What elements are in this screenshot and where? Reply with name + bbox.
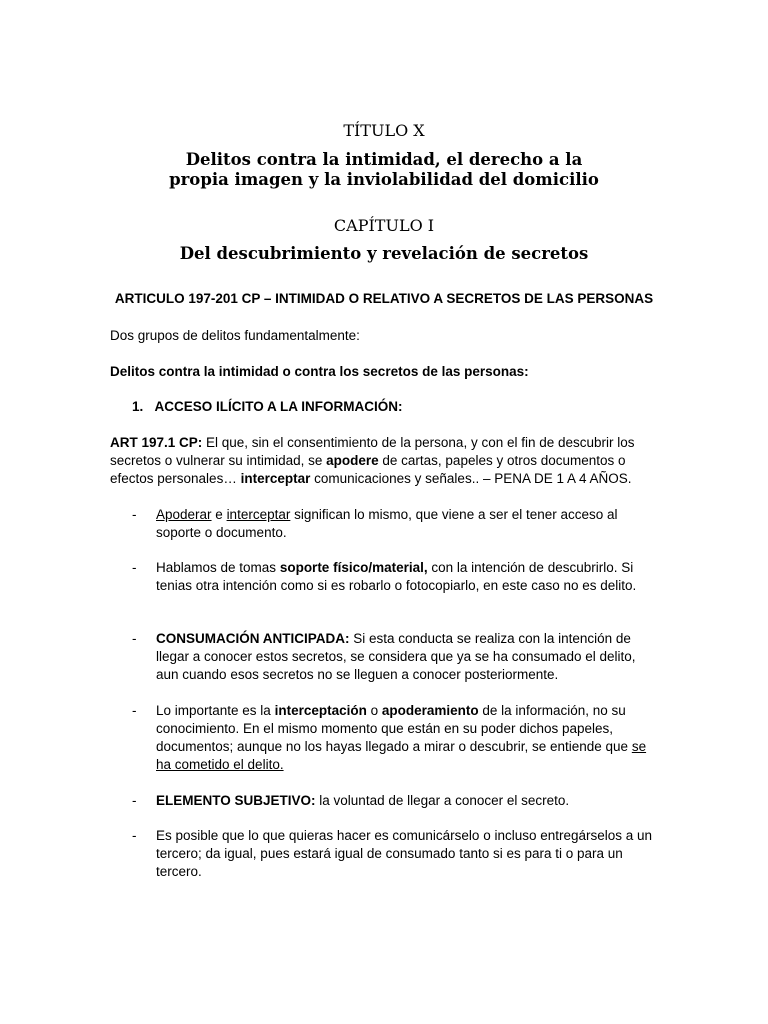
- bold-term: soporte físico/material,: [279, 560, 428, 575]
- article-paragraph: [110, 434, 655, 488]
- bullet-text: [156, 792, 656, 810]
- article-bold-apodere: apodere: [326, 453, 379, 468]
- chapter-subheading: Del descubrimiento y revelación de secretos: [179, 244, 589, 263]
- bullet-text-run: Si esta conducta se realiza con la intención de llegar a conocer estos secretos, se considera que ya se ha consumado el delito, aun cuando esos secretos no se lleguen a conocer posteriormente.: [156, 631, 636, 682]
- intro-paragraph: Dos grupos de delitos fundamentalmente:: [110, 328, 360, 343]
- bullet-dash: -: [132, 631, 137, 646]
- bold-term: CONSUMACIÓN ANTICIPADA:: [156, 631, 350, 646]
- title-subheading-line-2: propia imagen y la inviolabilidad del domicilio: [169, 170, 599, 189]
- article-heading: ARTICULO 197-201 CP – INTIMIDAD O RELATIVO A SECRETOS DE LAS PERSONAS: [114, 291, 654, 306]
- bullet-text: [156, 559, 656, 595]
- bullet-text: [156, 827, 656, 881]
- bullet-text-run: significan lo mismo, que viene a ser el tener acceso al soporte o documento.: [156, 507, 618, 540]
- title-subheading: [0, 150, 768, 190]
- bullet-dash: -: [132, 793, 137, 808]
- bullet-text-run: Hablamos de tomas: [156, 560, 280, 575]
- bullet-text-run: o: [366, 703, 382, 718]
- bullet-text-run: e: [211, 507, 227, 522]
- bullet-dash: -: [132, 828, 137, 843]
- numbered-item-label: ACCESO ILÍCITO A LA INFORMACIÓN:: [154, 399, 403, 414]
- bullet-dash: -: [132, 703, 137, 718]
- bullet-text-run: Lo importante es la: [156, 703, 275, 718]
- article-text-1: El que, sin el consentimiento de la persona, y con el fin de descubrir los secretos o vulnerar su intimidad, se: [110, 435, 635, 468]
- numbered-item-number: 1.: [132, 399, 144, 414]
- bullet-text: [156, 702, 656, 774]
- bold-term: apoderamiento: [381, 703, 479, 718]
- bullet-text-run: Es posible que lo que quieras hacer es comunicárselo o incluso entregárselos a un tercero; da igual, pues estará igual de consumado tanto si es para ti o para un tercero.: [156, 828, 653, 879]
- article-text-3: comunicaciones y señales.. – PENA DE 1 A 4 AÑOS.: [310, 471, 632, 486]
- bullet-text-run: con la intención de descubrirlo. Si tenias otra intención como si es robarlo o fotocopiarlo, en este caso no es delito.: [156, 560, 637, 593]
- bold-term: ELEMENTO SUBJETIVO:: [156, 793, 316, 808]
- bullet-text-run: de la información, no su conocimiento. En el mismo momento que están en su poder dichos papeles, documentos; aunque no los hayas llegado a mirar o descubrir, se entiende que: [156, 703, 632, 754]
- underlined-term: interceptar: [226, 507, 291, 522]
- chapter-heading: CAPÍTULO I: [333, 216, 435, 235]
- bullet-text-run: la voluntad de llegar a conocer el secreto.: [315, 793, 570, 808]
- numbered-item-1: [132, 399, 403, 414]
- underlined-term: se ha cometido el delito.: [156, 739, 647, 772]
- bold-term: interceptación: [274, 703, 367, 718]
- group-heading: Delitos contra la intimidad o contra los secretos de las personas:: [110, 364, 529, 379]
- bullet-text: [156, 506, 656, 542]
- bullet-text: [156, 630, 656, 684]
- title-heading: TÍTULO X: [343, 121, 425, 140]
- article-ref: ART 197.1 CP:: [110, 435, 203, 450]
- title-subheading-line-1: Delitos contra la intimidad, el derecho a la: [185, 150, 583, 169]
- bullet-dash: -: [132, 560, 137, 575]
- bullet-dash: -: [132, 507, 137, 522]
- article-bold-interceptar: interceptar: [240, 471, 311, 486]
- underlined-term: Apoderar: [156, 507, 212, 522]
- article-text-2: de cartas, papeles y otros documentos o efectos personales…: [110, 453, 626, 486]
